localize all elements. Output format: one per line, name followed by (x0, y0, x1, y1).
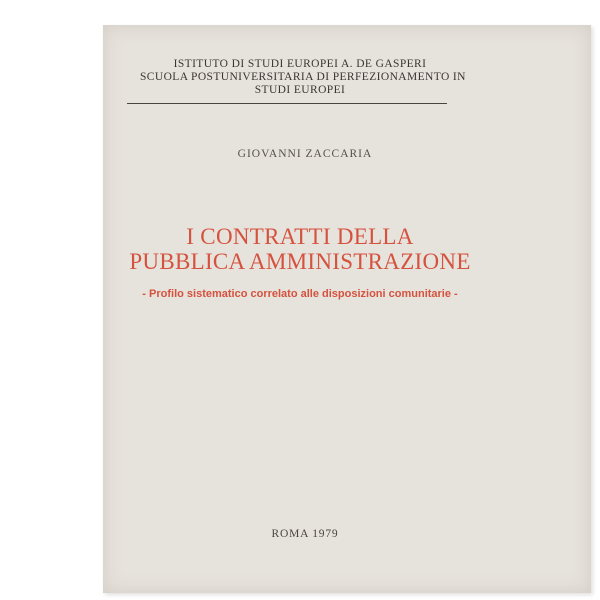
place-and-date: ROMA 1979 (271, 528, 339, 540)
author-name: GIOVANNI ZACCARIA (237, 148, 373, 160)
title-line-1: I CONTRATTI DELLA (186, 224, 414, 249)
header-divider (127, 103, 447, 104)
institution-header (140, 58, 466, 97)
institution-line: SCUOLA POSTUNIVERSITARIA DI PERFEZIONAMENTO IN (140, 71, 466, 83)
institution-line: ISTITUTO DI STUDI EUROPEI A. DE GASPERI (173, 58, 427, 70)
institution-line: STUDI EUROPEI (254, 84, 346, 96)
book-title (100, 224, 500, 274)
title-line-2: PUBBLICA AMMINISTRAZIONE (129, 249, 471, 274)
book-cover (103, 25, 591, 593)
book-subtitle: - Profilo sistematico correlato alle disposizioni comunitarie - (142, 288, 458, 300)
